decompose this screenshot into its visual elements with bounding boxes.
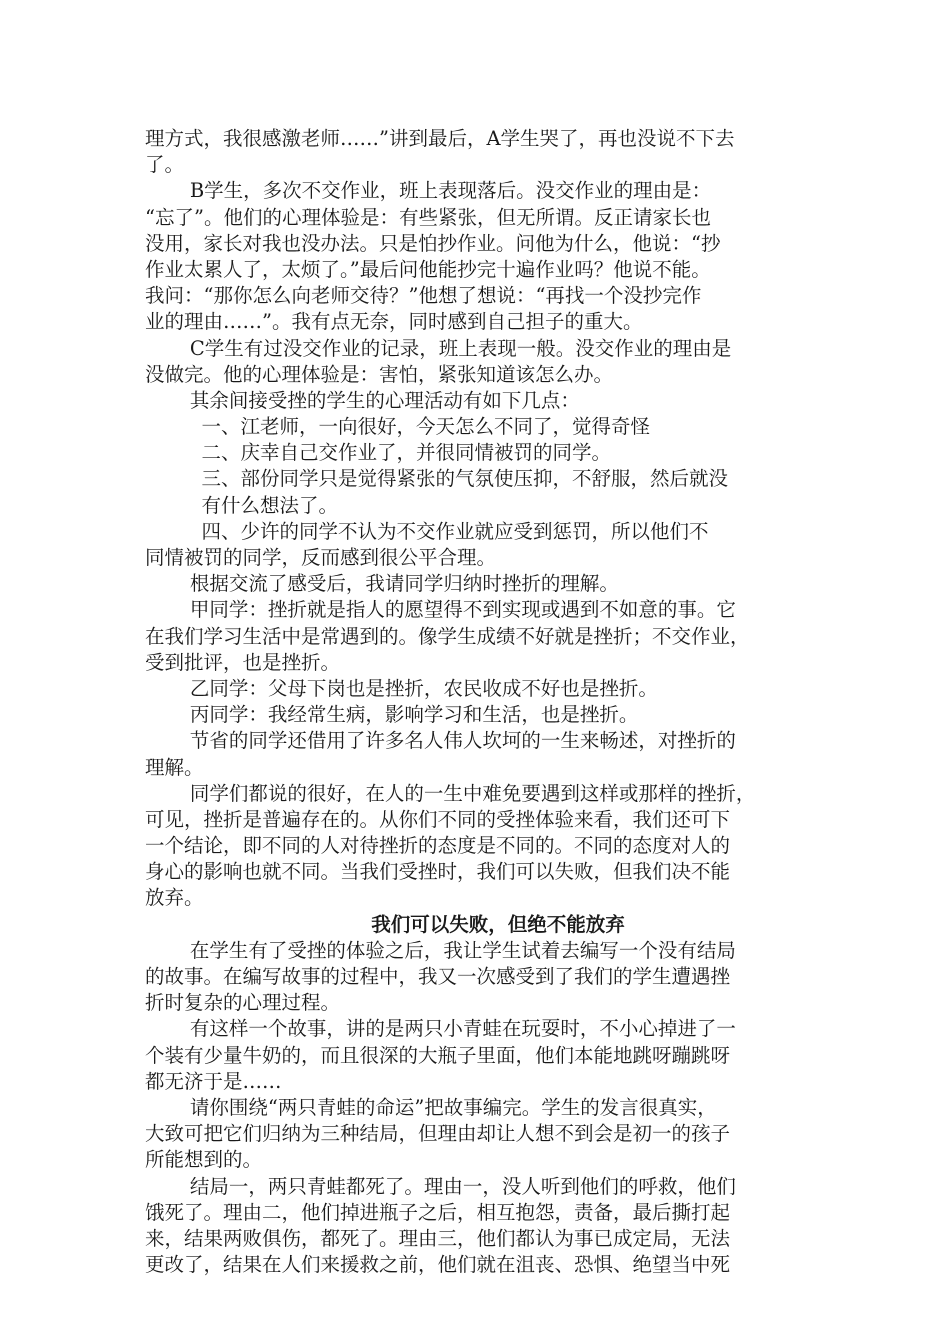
text-line: 业的理由……”。我有点无奈，同时感到自己担子的重大。 bbox=[145, 310, 643, 334]
text-line: 作业太累人了，太烦了。”最后问他能抄完十遍作业吗？他说不能。 bbox=[145, 257, 711, 281]
text-line: 其余间接受挫的学生的心理活动有如下几点： bbox=[189, 388, 580, 412]
text-line: 有这样一个故事，讲的是两只小青蛙在玩耍时，不小心掉进了一 bbox=[189, 1017, 736, 1041]
section-heading: 我们可以失败，但绝不能放弃 bbox=[371, 912, 625, 936]
text-line: 折时复杂的心理过程。 bbox=[145, 991, 341, 1015]
text-line: 没做完。他的心理体验是：害怕，紧张知道该怎么办。 bbox=[145, 362, 614, 386]
text-line: 没用，家长对我也没办法。只是怕抄作业。问他为什么，他说：“抄 bbox=[145, 231, 721, 255]
text-line: 甲同学：挫折就是指人的愿望得不到实现或遇到不如意的事。它 bbox=[189, 598, 736, 622]
body-text bbox=[145, 126, 810, 1278]
text-line: 二、庆幸自己交作业了，并很同情被罚的同学。 bbox=[201, 441, 612, 465]
text-line: 一、江老师，一向很好，今天怎么不同了，觉得奇怪 bbox=[201, 415, 651, 439]
text-line: 根据交流了感受后，我请同学归纳时挫折的理解。 bbox=[189, 572, 619, 596]
text-line: 三、部份同学只是觉得紧张的气氛使压抑，不舒服，然后就没 bbox=[201, 467, 729, 491]
text-line: 乙同学：父母下岗也是挫折，农民收成不好也是挫折。 bbox=[189, 676, 658, 700]
text-line: 一个结论，即不同的人对待挫折的态度是不同的。不同的态度对人的 bbox=[145, 834, 731, 858]
text-line: 来，结果两败俱伤，都死了。理由三，他们都认为事已成定局，无法 bbox=[145, 1226, 731, 1250]
text-line: 可见，挫折是普遍存在的。从你们不同的受挫体验来看，我们还可下 bbox=[145, 807, 731, 831]
text-line: 丙同学：我经常生病，影响学习和生活，也是挫折。 bbox=[189, 703, 639, 727]
text-line: 饿死了。理由二，他们掉进瓶子之后，相互抱怨，责备，最后撕打起 bbox=[145, 1200, 731, 1224]
text-line: 的故事。在编写故事的过程中，我又一次感受到了我们的学生遭遇挫 bbox=[145, 965, 731, 988]
text-line: 在学生有了受挫的体验之后，我让学生试着去编写一个没有结局 bbox=[189, 938, 736, 962]
text-line: 理方式，我很感激老师……”讲到最后，A学生哭了，再也没说不下去 bbox=[145, 127, 735, 150]
text-line: 更改了，结果在人们来援救之前，他们就在沮丧、恐惧、绝望当中死 bbox=[145, 1253, 731, 1277]
text-line: 身心的影响也就不同。当我们受挫时，我们可以失败，但我们决不能 bbox=[145, 860, 731, 884]
text-line: 同情被罚的同学，反而感到很公平合理。 bbox=[145, 546, 497, 569]
text-line: 受到批评，也是挫折。 bbox=[145, 650, 341, 674]
text-line: B学生，多次不交作业，班上表现落后。没交作业的理由是： bbox=[189, 179, 712, 203]
text-line: 节省的同学还借用了许多名人伟人坎坷的一生来畅述，对挫折的 bbox=[189, 729, 736, 753]
text-line: “忘了”。他们的心理体验是：有些紧张，但无所谓。反正请家长也 bbox=[145, 205, 711, 229]
text-line: 结局一，两只青蛙都死了。理由一，没人听到他们的呼救，他们 bbox=[189, 1174, 736, 1198]
text-line: 四、少许的同学不认为不交作业就应受到惩罚，所以他们不 bbox=[201, 519, 709, 543]
text-line: 请你围绕“两只青蛙的命运”把故事编完。学生的发言很真实， bbox=[189, 1095, 717, 1119]
text-line: 放弃。 bbox=[145, 886, 204, 910]
text-line: 同学们都说的很好，在人的一生中难免要遇到这样或那样的挫折， bbox=[189, 781, 756, 805]
text-line: 有什么想法了。 bbox=[201, 493, 339, 517]
text-line: C学生有过没交作业的记录，班上表现一般。没交作业的理由是 bbox=[189, 336, 732, 360]
text-line: 个装有少量牛奶的，而且很深的大瓶子里面，他们本能地跳呀蹦跳呀 bbox=[145, 1043, 731, 1067]
text-line: 在我们学习生活中是常遇到的。像学生成绩不好就是挫折；不交作业， bbox=[145, 624, 750, 648]
text-line: 理解。 bbox=[145, 755, 204, 779]
text-line: 我问：“那你怎么向老师交待？”他想了想说：“再找一个没抄完作 bbox=[145, 284, 702, 308]
text-line: 所能想到的。 bbox=[145, 1148, 263, 1172]
text-line: 都无济于是…… bbox=[145, 1069, 282, 1093]
text-line: 大致可把它们归纳为三种结局，但理由却让人想不到会是初一的孩子 bbox=[145, 1122, 731, 1146]
text-line: 了。 bbox=[145, 153, 185, 177]
